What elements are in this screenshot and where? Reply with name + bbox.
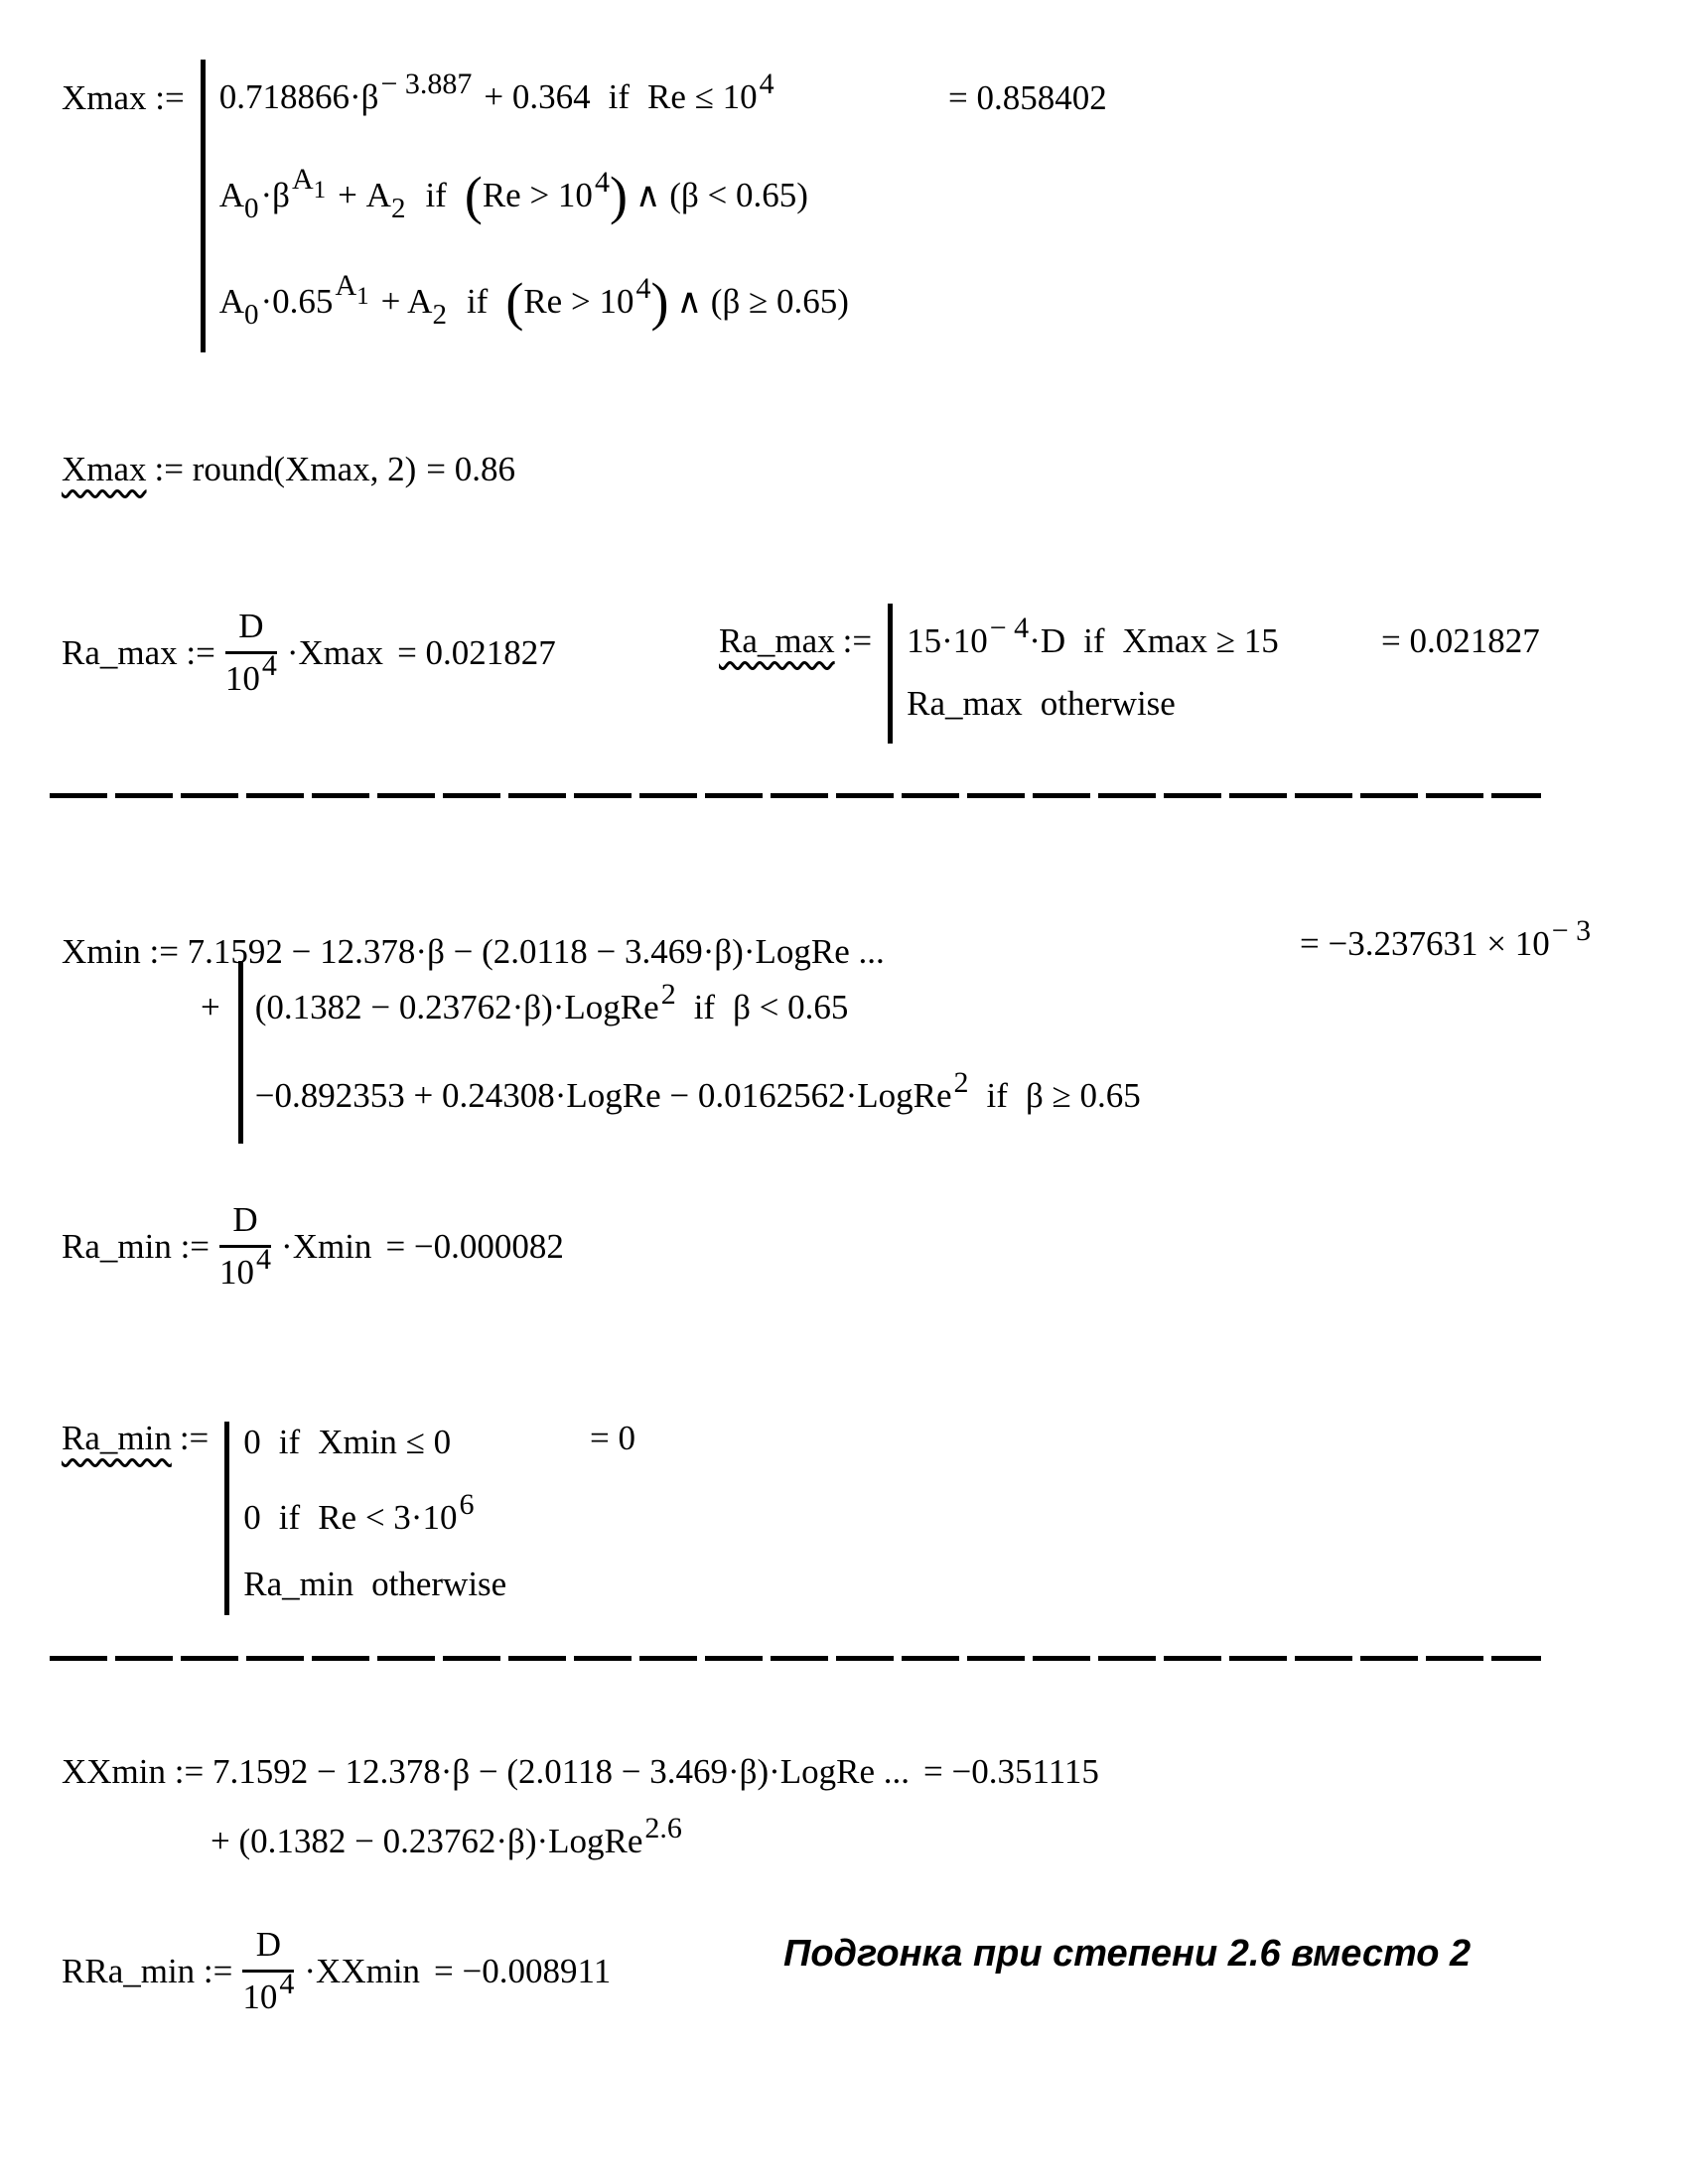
den-base: 10	[219, 1252, 255, 1292]
otherwise-keyword: otherwise	[371, 1565, 507, 1603]
if-keyword: if	[466, 282, 489, 321]
round-result: = 0.86	[426, 450, 516, 488]
if-keyword: if	[608, 77, 631, 116]
if-keyword: if	[278, 1423, 301, 1461]
piecewise-bar	[201, 60, 849, 352]
expr: −0.892353 + 0.24308·LogRe − 0.0162562·LogRe	[254, 1076, 952, 1115]
ra-min-case-2	[243, 1488, 524, 1541]
condition: Re ≤ 10	[647, 77, 758, 116]
condition-exponent: 4	[759, 68, 774, 100]
denominator	[242, 1967, 295, 2021]
xxmin-result: = −0.351115	[923, 1752, 1099, 1791]
den-base: 10	[242, 1977, 278, 2016]
multiplier: ·Xmax	[286, 633, 384, 672]
rra-min-result: = −0.008911	[434, 1952, 612, 1990]
page-break-divider	[50, 793, 1541, 798]
condition: Re < 3·10	[318, 1498, 458, 1537]
expr: + (0.1382 − 0.23762·β)·LogRe	[211, 1822, 643, 1860]
den-exponent: 4	[279, 1967, 295, 2000]
ra-min-lhs: Ra_min :=	[62, 1227, 211, 1266]
denominator	[224, 648, 277, 703]
exponent: − 4	[989, 612, 1030, 644]
piecewise-bar	[238, 961, 1141, 1144]
var-a: A	[218, 176, 245, 214]
den-base: 10	[224, 658, 260, 698]
var-a-index: 0	[244, 193, 259, 224]
multiplier: ·XXmin	[304, 1952, 421, 1990]
expr-mid: ·β	[260, 176, 290, 214]
condition-exponent: 4	[635, 272, 651, 305]
if-keyword: if	[693, 988, 716, 1026]
plus-a: + A	[380, 282, 433, 321]
denominator	[219, 1242, 272, 1297]
xmax-case-1	[218, 68, 849, 123]
ra-min-calc-region[interactable]	[62, 1191, 564, 1302]
den-exponent: 4	[261, 648, 277, 682]
xmin-continuation	[201, 961, 1141, 1144]
condition-exponent: 6	[459, 1488, 475, 1521]
xxmin-line1	[62, 1751, 1099, 1793]
exponent-a1	[335, 262, 368, 312]
xmin-definition-region[interactable]	[62, 914, 1592, 1115]
ra-min-definition-region[interactable]	[62, 1418, 635, 1615]
xmax-result: = 0.858402	[948, 78, 1107, 117]
fraction	[219, 1198, 271, 1297]
plus-a-index: 2	[432, 299, 447, 331]
xmin-line1: Xmin := 7.1592 − 12.378·β − (2.0118 − 3.469·β)·LogRe ...	[62, 932, 885, 971]
if-keyword: if	[1083, 621, 1105, 660]
result-exponent: − 3	[1551, 914, 1592, 947]
fallback-value: Ra_min	[243, 1565, 354, 1603]
ra-max-def-result: = 0.021827	[1381, 621, 1540, 660]
exponent: 2.6	[644, 1812, 682, 1844]
piecewise-bar	[888, 604, 1279, 744]
exponent: 2	[953, 1066, 969, 1099]
value: 0	[243, 1498, 261, 1537]
exp-base: A	[335, 269, 357, 302]
xmax-round-region[interactable]	[62, 449, 515, 490]
condition-exponent: 4	[594, 166, 610, 199]
plus-a-index: 2	[390, 193, 406, 224]
result-base: = −3.237631 × 10	[1300, 924, 1550, 963]
ra-max-lhs: Ra_max :=	[62, 633, 215, 672]
numerator: D	[242, 1923, 294, 1973]
xmax-case-3: A0·0.65A1 + A2 if (Re > 104) ∧ (β ≥ 0.65)	[219, 278, 849, 330]
expr-tail: + 0.364	[484, 77, 591, 116]
if-keyword: if	[986, 1076, 1008, 1115]
condition: Xmax ≥ 15	[1122, 621, 1279, 660]
xmax-case-2: A0·βA1 + A2 if (Re > 104) ∧ (β < 0.65)	[219, 172, 849, 223]
fraction	[225, 605, 277, 703]
condition: Re > 10	[523, 282, 634, 321]
assign-operator: :=	[842, 621, 873, 660]
plus-a: + A	[338, 176, 391, 214]
rra-min-calc-region[interactable]	[62, 1916, 611, 2027]
fallback-value: Ra_max	[907, 684, 1023, 723]
xmax-redefined-name: Xmax	[62, 450, 147, 488]
xmin-result	[1300, 914, 1592, 967]
xmax-lhs: Xmax :=	[62, 78, 185, 117]
piecewise-bar	[224, 1422, 524, 1615]
ra-min-redefined-name: Ra_min	[62, 1419, 172, 1457]
ra-min-case-3	[243, 1564, 524, 1605]
expr: 0.718866·β	[218, 77, 379, 116]
fraction	[242, 1923, 294, 2021]
ra-min-def-result: = 0	[590, 1419, 635, 1457]
exp-index: 1	[313, 177, 327, 204]
var-a-index: 0	[244, 299, 259, 331]
expr-mid: ·0.65	[260, 282, 334, 321]
ra-max-calc-region[interactable]	[62, 598, 556, 709]
exp-index: 1	[356, 283, 369, 310]
ra-max-case-2	[907, 683, 1279, 725]
fit-annotation: Подгонка при степени 2.6 вместо 2	[783, 1933, 1472, 1975]
xmin-case-2	[254, 1066, 1141, 1119]
numerator: D	[225, 605, 277, 654]
page-break-divider	[50, 1656, 1541, 1661]
ra-min-name-assign	[62, 1418, 209, 1459]
exponent: 2	[660, 978, 676, 1011]
if-keyword: if	[425, 176, 447, 214]
ra-max-case-1	[907, 612, 1279, 664]
xmin-case-1	[254, 978, 1141, 1030]
rra-min-lhs: RRa_min :=	[62, 1952, 233, 1990]
ra-min-result: = −0.000082	[385, 1227, 564, 1266]
exp-base: A	[292, 163, 314, 196]
plus-operator: +	[201, 988, 220, 1026]
expr: (0.1382 − 0.23762·β)·LogRe	[254, 988, 659, 1026]
expr: 15·10	[907, 621, 988, 660]
and-clause: ∧ (β ≥ 0.65)	[676, 282, 849, 321]
xmax-definition-region[interactable]	[62, 55, 1107, 352]
value: 0	[243, 1423, 261, 1461]
expr-tail: ·D	[1029, 621, 1066, 660]
var-a: A	[218, 282, 245, 321]
if-keyword: if	[278, 1498, 301, 1537]
condition: Xmin ≤ 0	[318, 1423, 452, 1461]
ra-max-redefined-name: Ra_max	[719, 621, 835, 660]
condition: Re > 10	[482, 176, 593, 214]
and-clause: ∧ (β < 0.65)	[634, 176, 808, 214]
ra-min-case-1	[243, 1422, 524, 1463]
exponent-a1	[292, 156, 326, 205]
ra-max-result: = 0.021827	[397, 633, 556, 672]
den-exponent: 4	[256, 1242, 272, 1276]
ra-max-name-assign	[719, 620, 872, 662]
xxmin-definition-region[interactable]	[62, 1751, 1099, 1864]
condition: β ≥ 0.65	[1025, 1076, 1141, 1115]
round-expression: := round(Xmax, 2)	[154, 450, 417, 488]
condition: β < 0.65	[733, 988, 849, 1026]
otherwise-keyword: otherwise	[1040, 684, 1176, 723]
assign-operator: :=	[179, 1419, 210, 1457]
numerator: D	[219, 1198, 271, 1248]
expr: XXmin := 7.1592 − 12.378·β − (2.0118 − 3.469·β)·LogRe ...	[62, 1752, 911, 1791]
xxmin-line2	[211, 1812, 1099, 1864]
ra-max-definition-region[interactable]	[719, 594, 1540, 744]
exponent: − 3.887	[380, 68, 473, 100]
multiplier: ·Xmin	[281, 1227, 372, 1266]
